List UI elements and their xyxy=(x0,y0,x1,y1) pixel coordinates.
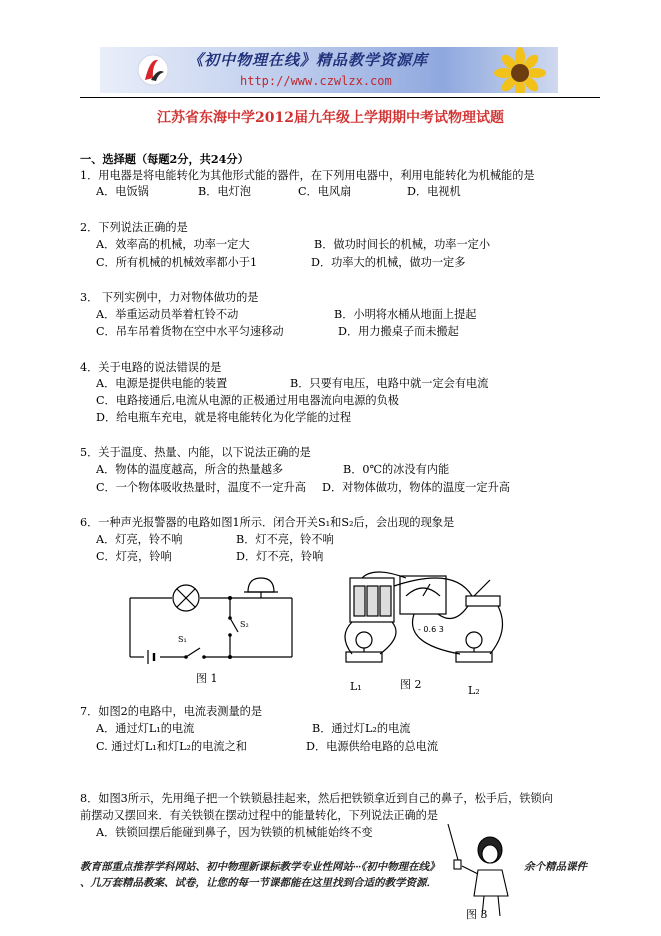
q4-option-a: A．电源是提供电能的装置 xyxy=(96,377,228,390)
question-8: 8．如图3所示，先用绳子把一个铁锁悬挂起来，然后把铁锁拿近到自己的鼻子，松手后，铁锁向 xyxy=(80,792,553,805)
question-8-line2: 前摆动又摆回来．有关铁锁在摆动过程中的能量转化，下列说法正确的是 xyxy=(80,809,439,822)
fig1-caption: 图 1 xyxy=(196,672,218,685)
q3-option-b: B．小明将水桶从地面上提起 xyxy=(334,308,477,321)
q7-option-c: C. 通过灯L₁和灯L₂的电流之和 xyxy=(96,740,247,753)
footer-line-1: 教育部重点推荐学科网站、初中物理新课标教学专业性网站···《初中物理在线》 xyxy=(80,862,440,873)
bell-icon xyxy=(248,578,274,592)
header-rule xyxy=(80,97,600,98)
q7-option-d: D．电源供给电路的总电流 xyxy=(306,740,439,753)
fig1-label-s1: S₁ xyxy=(178,635,187,644)
q3-option-a: A．举重运动员举着杠铃不动 xyxy=(96,308,239,321)
fig2-meter-label: - 0.6 3 xyxy=(418,625,444,634)
exam-title: 江苏省东海中学2012届九年级上学期期中考试物理试题 xyxy=(157,110,504,126)
q2-option-a: A．效率高的机械，功率一定大 xyxy=(96,238,250,251)
q5-option-c: C．一个物体吸收热量时，温度不一定升高 xyxy=(96,481,306,494)
banner-url: http://www.czwlzx.com xyxy=(240,74,392,88)
question-1: 1．用电器是将电能转化为其他形式能的器件，在下列用电器中，利用电能转化为机械能的是 xyxy=(80,169,535,182)
fig1-label-s2: S₂ xyxy=(240,620,249,629)
fig3-caption: 图 3 xyxy=(466,908,488,921)
q6-option-c: C．灯亮，铃响 xyxy=(96,550,172,563)
q7-option-b: B．通过灯L₂的电流 xyxy=(312,722,411,735)
footer-line-2: 、几万套精品教案、试卷，让您的每一节课都能在这里找到合适的教学资源． xyxy=(80,878,437,889)
q1-option-c: C．电风扇 xyxy=(298,185,352,198)
q1-option-a: A．电饭锅 xyxy=(96,185,149,198)
footer-line-1-tail: 余个精品课件 xyxy=(524,862,587,873)
figure-3-pendulum xyxy=(444,820,524,930)
q5-option-d: D．对物体做功，物体的温度一定升高 xyxy=(322,481,510,494)
question-6: 6．一种声光报警器的电路如图1所示．闭合开关S₁和S₂后，会出现的现象是 xyxy=(80,516,455,529)
q2-option-c: C．所有机械的机械效率都小于1 xyxy=(96,256,258,269)
question-3: 3． 下列实例中，力对物体做功的是 xyxy=(80,291,259,304)
q3-option-c: C．吊车吊着货物在空中水平匀速移动 xyxy=(96,325,284,338)
q1-option-b: B．电灯泡 xyxy=(198,185,251,198)
q5-option-b: B．0℃的冰没有内能 xyxy=(343,463,450,476)
fig2-caption: 图 2 xyxy=(400,678,422,691)
q4-option-b: B．只要有电压，电路中就一定会有电流 xyxy=(290,377,489,390)
section-heading: 一、选择题（每题2分，共24分） xyxy=(80,152,249,166)
q4-option-c: C．电路接通后,电流从电源的正极通过用电器流向电源的负极 xyxy=(96,394,399,407)
sunflower-icon xyxy=(482,47,558,93)
q3-option-d: D．用力搬桌子而未搬起 xyxy=(338,325,459,338)
q2-option-d: D．功率大的机械，做功一定多 xyxy=(311,256,466,269)
q7-option-a: A．通过灯L₁的电流 xyxy=(96,722,195,735)
fig2-label-l2: L₂ xyxy=(468,684,480,697)
question-7: 7．如图2的电路中，电流表测量的是 xyxy=(80,705,263,718)
q6-option-b: B．灯不亮，铃不响 xyxy=(236,533,334,546)
q8-option-a: A．铁锁回摆后能碰到鼻子，因为铁锁的机械能始终不变 xyxy=(96,826,373,839)
q6-option-d: D．灯不亮，铃响 xyxy=(236,550,324,563)
q5-option-a: A．物体的温度越高，所含的热量越多 xyxy=(96,463,284,476)
q2-option-b: B．做功时间长的机械，功率一定小 xyxy=(314,238,491,251)
q6-option-a: A．灯亮，铃不响 xyxy=(96,533,183,546)
header-banner xyxy=(100,47,558,93)
figure-1-circuit xyxy=(120,572,305,690)
fig2-label-l1: L₁ xyxy=(350,680,362,693)
site-logo-icon xyxy=(136,52,170,88)
banner-title: 《初中物理在线》精品教学资源库 xyxy=(188,51,429,69)
question-4: 4．关于电路的说法错误的是 xyxy=(80,361,222,374)
q1-option-d: D．电视机 xyxy=(407,185,461,198)
figure-2-circuit xyxy=(334,566,512,698)
question-5: 5．关于温度、热量、内能，以下说法正确的是 xyxy=(80,446,311,459)
q4-option-d: D．给电瓶车充电，就是将电能转化为化学能的过程 xyxy=(96,411,352,424)
question-2: 2．下列说法正确的是 xyxy=(80,221,188,234)
